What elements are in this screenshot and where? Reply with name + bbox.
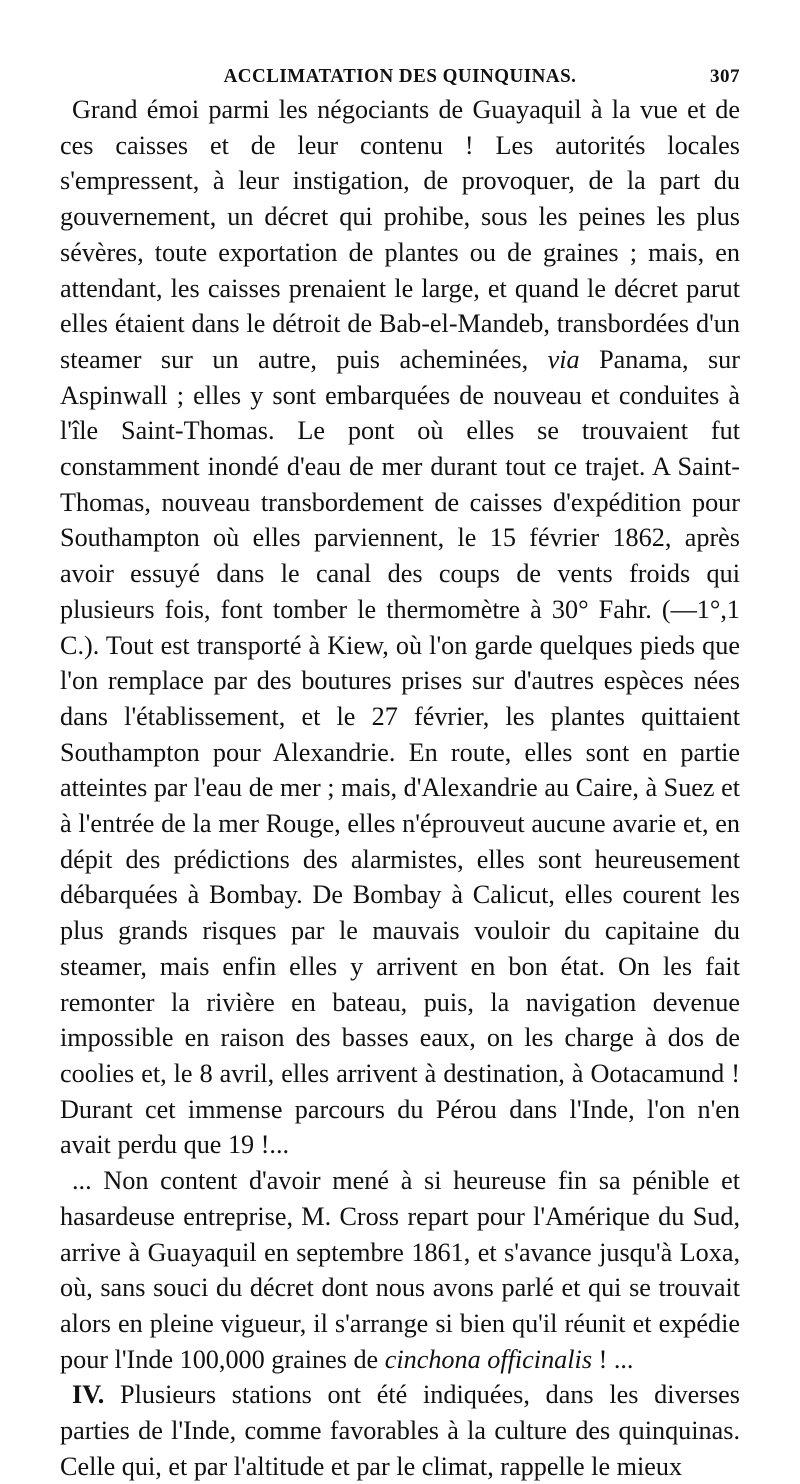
text-segment: ... Non content d'avoir mené à si heureuse fin sa pénible et hasardeuse entreprise, M. Cross repart pour l'Amérique du Sud, arrive à Guayaquil en septembre 1861, et s'avance jusqu'à Loxa, où, sans souci du décret dont nous avons parlé et qui se trouvait alors en pleine vigueur, il s'arrange si bien qu'il réunit et expédie pour l'Inde 100,000 graines de xyxy=(60,1166,740,1374)
running-title: ACCLIMATATION DES QUINQUINAS. xyxy=(223,65,577,88)
text-segment: Grand émoi parmi les négociants de Guayaquil à la vue et de ces caisses et de leur contenu ! Les autorités locales s'empressent, à leur instigation, de provoquer, de la part du gouvernement, un décret qui prohibe, sous les peines les plus sévères, toute exportation de plantes ou de graines ; mais, en attendant, les caisses prenaient le large, et quand le décret parut elles étaient dans le détroit de Bab-el-Mandeb, transbordées d'un steamer sur un autre, puis acheminées, xyxy=(60,95,740,374)
paragraph-1 xyxy=(60,92,740,1163)
text-segment: Panama, sur Aspinwall ; elles y sont embarquées de nouveau et conduites à l'île Saint-Thomas. Le pont où elles se trouvaient fut constamment inondé d'eau de mer durant tout ce trajet. A Saint-Thomas, nouveau transbordement de caisses d'expédition pour Southampton où elles parviennent, le 15 février 1862, après avoir essuyé dans le canal des coups de vents froids qui plusieurs fois, font tomber le thermomètre à 30° Fahr. (—1°,1 C.). Tout est transporté à Kiew, où l'on garde quelques pieds que l'on remplace par des boutures prises sur d'autres espèces nées dans l'établissement, et le 27 février, les plantes quittaient Southampton pour Alexandrie. En route, elles sont en partie atteintes par l'eau de mer ; mais, d'Alexandrie au Caire, à Suez et à l'entrée de la mer Rouge, elles n'éprouveut aucune avarie et, en dépit des prédictions des alarmistes, elles sont heureusement débarquées à Bombay. De Bombay à Calicut, elles courent les plus grands risques par le mauvais vouloir du capitaine du steamer, mais enfin elles y arrivent en bon état. On les fait remonter la rivière en bateau, puis, la navigation devenue impossible en raison des basses eaux, on les charge à dos de coolies et, le 8 avril, elles arrivent à destination, à Ootacamund ! Durant cet immense parcours du Pérou dans l'Inde, l'on n'en avait perdu que 19 !... xyxy=(60,344,740,1160)
running-header xyxy=(60,58,740,92)
text-segment-italic: cinchona officinalis xyxy=(384,1344,593,1374)
text-segment-italic: via xyxy=(547,344,580,374)
page xyxy=(60,58,740,1484)
text-segment: Plusieurs stations ont été indiquées, dans les diverses parties de l'Inde, comme favorables à la culture des quinquinas. Celle qui, et par l'altitude et par le climat, rappelle le mieux xyxy=(60,1380,740,1481)
text-segment: ! ... xyxy=(592,1344,634,1374)
section-number: IV. xyxy=(72,1380,105,1410)
page-number: 307 xyxy=(710,66,740,87)
paragraph-3 xyxy=(60,1377,740,1484)
body-text xyxy=(60,92,740,1484)
paragraph-2 xyxy=(60,1163,740,1377)
